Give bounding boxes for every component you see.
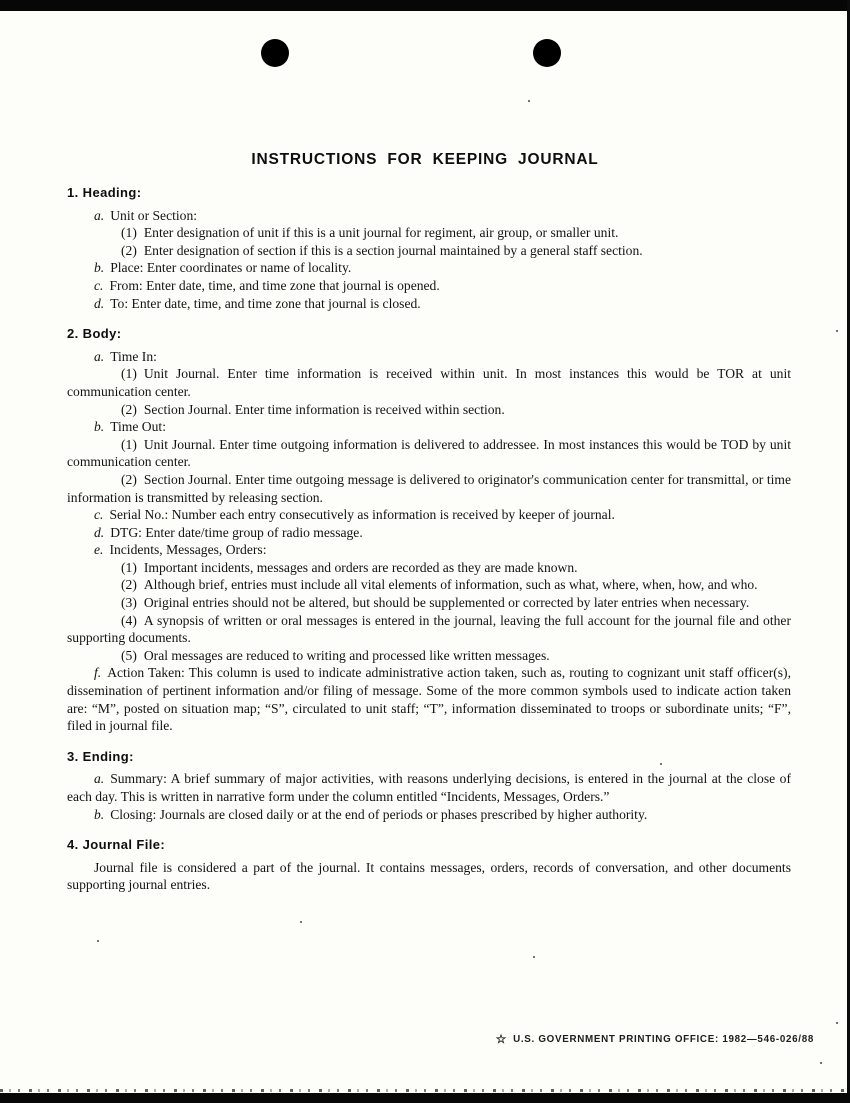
item-label: (2) <box>121 242 137 258</box>
list-item <box>67 418 791 436</box>
item-text: Section Journal. Enter time outgoing message is delivered to originator's communication center for transmittal, or time information is transmitted by releasing section. <box>67 471 791 505</box>
item-label: a. <box>94 207 105 223</box>
item-text: Incidents, Messages, Orders: <box>109 542 267 558</box>
section-heading-3: 3. Ending: <box>67 748 134 764</box>
section-heading-4: 4. Journal File: <box>67 837 166 853</box>
list-item <box>67 295 791 313</box>
item-text: Summary: A brief summary of major activities, with reasons underlying decisions, is entered in the journal at the close of each day. This is written in narrative form under the column entitled “Incidents, Messages, Orders.” <box>67 771 791 804</box>
list-item <box>67 242 791 260</box>
item-label: (1) <box>121 436 137 452</box>
scan-speck <box>528 100 530 102</box>
list-item <box>67 612 791 647</box>
section-heading-1: 1. Heading: <box>67 185 142 200</box>
section-heading-2: 2. Body: <box>67 326 122 342</box>
item-text: Although brief, entries must include all vital elements of information, such as what, where, when, how, and who. <box>143 577 758 593</box>
list-item <box>67 471 791 506</box>
list-item <box>67 436 791 471</box>
item-label: c. <box>94 277 104 293</box>
scan-speck <box>836 330 838 332</box>
item-label: d. <box>94 295 105 311</box>
item-text: Unit Journal. Enter time outgoing information is delivered to addressee. In most instances this would be TOD by unit communication center. <box>67 436 791 470</box>
item-text: Important incidents, messages and orders are recorded as they are made known. <box>143 559 578 575</box>
item-label: b. <box>94 806 105 822</box>
scan-speck <box>820 1062 822 1064</box>
list-item <box>67 559 791 577</box>
imprint-text: U.S. GOVERNMENT PRINTING OFFICE: 1982—546-026/88 <box>513 1034 814 1045</box>
list-item <box>67 541 791 559</box>
list-item <box>67 506 791 524</box>
item-text: Time Out: <box>110 419 166 435</box>
scan-speck <box>533 956 535 958</box>
item-label: (2) <box>121 401 137 417</box>
item-text: Section Journal. Enter time information is received within section. <box>143 401 505 417</box>
item-text: Enter designation of unit if this is a unit journal for regiment, air group, or smaller unit. <box>143 225 619 241</box>
star-icon: ☆ <box>495 1032 508 1046</box>
item-label: f. <box>94 665 102 681</box>
list-item <box>67 365 791 400</box>
scan-speck <box>97 940 99 942</box>
item-text: From: Enter date, time, and time zone that journal is opened. <box>109 277 440 293</box>
item-label: b. <box>94 260 105 276</box>
item-text: Unit or Section: <box>110 207 198 223</box>
hole-punch-dot <box>533 39 561 67</box>
top-edge-scan-bar <box>0 0 850 11</box>
item-label: (2) <box>121 471 137 487</box>
list-item <box>67 224 791 242</box>
item-text: A synopsis of written or oral messages is entered in the journal, leaving the full account for the journal file and other supporting documents. <box>67 612 791 646</box>
item-label: c. <box>94 507 104 523</box>
item-label: (3) <box>121 595 137 611</box>
list-item <box>67 401 791 419</box>
list-item <box>67 770 791 805</box>
item-label: (1) <box>121 559 137 575</box>
item-label: (1) <box>121 225 137 241</box>
list-item <box>67 576 791 594</box>
item-text: To: Enter date, time, and time zone that journal is closed. <box>110 295 421 311</box>
item-label: e. <box>94 542 104 558</box>
item-text: Unit Journal. Enter time information is received within unit. In most instances this would be TOR at unit communication center. <box>67 366 791 399</box>
item-label: (5) <box>121 647 137 663</box>
item-text: Serial No.: Number each entry consecutively as information is received by keeper of journal. <box>109 507 615 523</box>
list-item <box>67 664 791 734</box>
item-label: a. <box>94 348 105 364</box>
item-text: Original entries should not be altered, but should be supplemented or corrected by later entries when necessary. <box>143 595 750 611</box>
list-item <box>67 524 791 542</box>
item-label: (2) <box>121 577 137 593</box>
list-item <box>67 277 791 295</box>
printing-office-imprint <box>496 1032 814 1046</box>
list-item <box>67 207 791 225</box>
item-text: Oral messages are reduced to writing and processed like written messages. <box>143 647 550 663</box>
list-item <box>67 348 791 366</box>
document-body <box>67 184 791 894</box>
item-label: (4) <box>121 612 137 628</box>
scan-speck <box>300 921 302 923</box>
page-title: INSTRUCTIONS FOR KEEPING JOURNAL <box>251 151 599 168</box>
list-item <box>67 806 791 824</box>
item-label: a. <box>94 771 105 787</box>
scan-speck <box>836 1022 838 1024</box>
bottom-edge-scan-bar <box>0 1093 850 1103</box>
list-item <box>67 259 791 277</box>
item-text: Closing: Journals are closed daily or at the end of periods or phases prescribed by higher authority. <box>110 806 648 822</box>
scan-noise-line <box>0 1089 850 1092</box>
hole-punch-dot <box>261 39 289 67</box>
item-text: Action Taken: This column is used to indicate administrative action taken, such as, routing to cognizant unit staff officer(s), dissemination of pertinent information and/or filing of message. Some of the more common symbols used to indicate action taken are: “M”, posted on situation map; “S”, circulated to unit staff; “T”, information disseminated to troops or subordinate units; “F”, filed in journal file. <box>67 665 791 734</box>
item-text: Time In: <box>110 348 157 364</box>
item-label: d. <box>94 524 105 540</box>
list-item <box>67 594 791 612</box>
item-text: DTG: Enter date/time group of radio message. <box>110 524 363 540</box>
list-item <box>67 647 791 665</box>
item-label: b. <box>94 419 105 435</box>
item-text: Place: Enter coordinates or name of locality. <box>110 260 352 276</box>
item-label: (1) <box>121 366 137 382</box>
paragraph: Journal file is considered a part of the journal. It contains messages, orders, records of conversation, and other documents supporting journal entries. <box>67 859 791 893</box>
item-text: Enter designation of section if this is a section journal maintained by a general staff section. <box>143 242 643 258</box>
